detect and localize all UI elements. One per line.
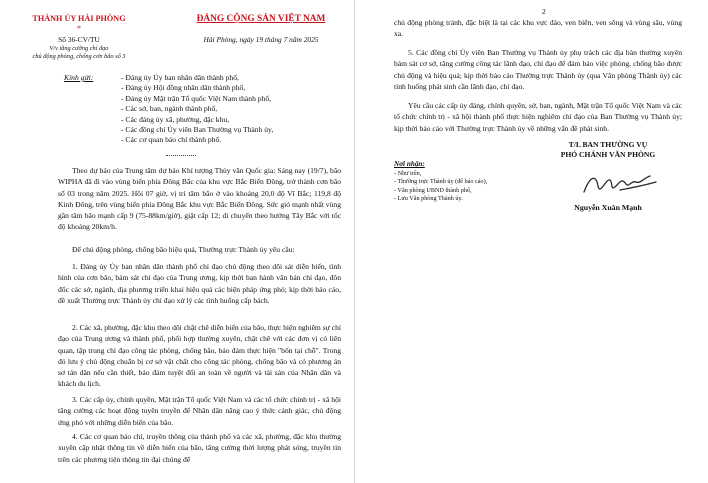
paragraph-forecast: Theo dự báo của Trung tâm dự báo Khí tượng Thủy văn Quốc gia: Sáng nay (19/7), bão WIPHA đã đi vào vùng biển phía Đông Bắc của khu vực Bắc Biển Đông, trở thành cơn bão số 03 trong năm 2025. Hồi 07 giờ, vị trí tâm bão ở vào khoảng 20,0 độ Vĩ Bắc; 119,8 độ Kinh Đông, trên vùng biển phía Đông Bắc khu vực Bắc Biển Đông. Sức gió mạnh nhất vùng gần tâm bão mạnh cấp 9 (75-88km/giờ), giật cấp 12; di chuyển theo hướng Tây Bắc với tốc độ khoảng 20km/h. — [58, 166, 341, 232]
handwritten-signature-icon — [580, 168, 660, 202]
recipient-item: - Các cơ quan báo chí thành phố. — [121, 135, 222, 145]
paragraph-item-5: 5. Các đồng chí Ủy viên Ban Thường vụ Thành ủy phụ trách các địa bàn thường xuyên bám sát cơ sở, tăng cường công tác lãnh đạo, chỉ đạo để đảm bảo việc phòng, chống bão được chủ động và hiệu quả; kịp thời báo cáo Thường trực Thành ủy (qua Văn phòng Thành ủy) các tình huống phát sinh cần lãnh đạo, chỉ đạo. — [394, 48, 682, 91]
paragraph-item-4: 4. Các cơ quan báo chí, truyền thông của thành phố và các xã, phường, đặc khu thường xuyên cập nhật thông tin về diễn biến của bão, tăng cường thời lượng phát sóng, truyền tin trên các phương tiện thông tin đại chúng để — [58, 432, 341, 464]
separator-dots — [166, 155, 196, 156]
header-star: * — [77, 24, 81, 33]
recipient-item: - Các sở, ban, ngành thành phố, — [121, 104, 218, 114]
paragraph-continuation: chủ động phòng tránh, đặc biệt là tại các khu vực đảo, ven biển, ven sông và vùng sâu, vùng xa. — [394, 18, 682, 39]
noi-nhan-list — [394, 170, 487, 204]
document-number: Số 36-CV/TU — [58, 35, 100, 44]
page-2 — [358, 2, 700, 480]
paragraph-item-3: 3. Các cấp ủy, chính quyền, Mặt trận Tổ quốc Việt Nam và các tổ chức chính trị - xã hội tăng cường các hoạt động tuyên truyền để Nhân dân nâng cao ý thức cảnh giác, chủ động ứng phó với những diễn biến của bão. — [58, 395, 341, 427]
paragraph-item-1: 1. Đảng ủy Ủy ban nhân dân thành phố chỉ đạo chủ động theo dõi sát diễn biến, tình hình của cơn bão, bám sát chỉ đạo của Trung ương, kịp thời ban hành văn bản chỉ đạo, đôn đốc các sở, ngành, địa phương triển khai hiệu quả các biện pháp ứng phó; kịp thời báo cáo, đề xuất Thường trực Thành ủy chỉ đạo xử lý các tình huống cấp bách. — [58, 262, 341, 305]
signer-title-1: T/L BAN THƯỜNG VỤ — [568, 140, 648, 149]
paragraph-closing: Yêu cầu các cấp ủy đảng, chính quyền, sở, ban, ngành, Mặt trận Tổ quốc Việt Nam và các tổ chức chính trị - xã hội thành phố thực hiện nghiêm chỉ đạo của Ban Thường vụ Thành ủy; kịp thời báo cáo với Thường trực Thành ủy về những vấn đề phát sinh. — [394, 101, 682, 133]
recipient-item: - Đảng ủy Hội đồng nhân dân thành phố, — [121, 83, 246, 93]
page-1 — [8, 2, 351, 480]
signer-title-2: PHÓ CHÁNH VĂN PHÒNG — [560, 150, 656, 159]
party-name-header: ĐẢNG CỘNG SẢN VIỆT NAM — [196, 14, 326, 24]
subject-line-2: chủ động phòng, chống cơn bão số 3 — [32, 53, 126, 60]
recipient-item: - Đảng ủy Ủy ban nhân dân thành phố, — [121, 73, 239, 82]
recipient-list — [121, 73, 273, 146]
page-gutter — [354, 0, 355, 483]
signer-name: Nguyễn Xuân Mạnh — [574, 203, 642, 212]
recipient-item: - Đảng ủy Mặt trận Tổ quốc Việt Nam thành phố, — [121, 93, 272, 103]
kinh-gui-label: Kính gửi: — [64, 73, 94, 82]
party-committee-header: THÀNH ỦY HẢI PHÒNG — [32, 14, 126, 23]
paragraph-request: Để chủ động phòng, chống bão hiệu quả, Thường trực Thành ủy yêu cầu: — [72, 245, 295, 254]
recipient-item: - Các đồng chí Ủy viên Ban Thường vụ Thành ủy, — [121, 125, 274, 135]
page-number: 2 — [542, 7, 546, 16]
noi-nhan-label: Nơi nhận: — [394, 160, 425, 168]
noi-nhan-item: - Như trên, — [394, 170, 422, 177]
noi-nhan-item: - Thường trực Thành ủy (để báo cáo), — [394, 178, 488, 186]
subject-line-1: V/v tăng cường chỉ đạo — [49, 45, 109, 52]
noi-nhan-item: - Lưu Văn phòng Thành ủy. — [394, 195, 463, 203]
recipient-item: - Các đảng ủy xã, phường, đặc khu, — [121, 114, 230, 124]
noi-nhan-item: - Văn phòng UBND thành phố, — [394, 186, 472, 194]
paragraph-item-2: 2. Các xã, phường, đặc khu theo dõi chặt chẽ diễn biến của bão, thực hiện nghiêm sự chỉ đạo của Trung ương và thành phố, phối hợp thường xuyên, chặt chẽ với các đơn vị có liên quan, tập trung chỉ đạo công tác phòng, chống bão, bảo đảm thực hiện "bốn tại chỗ". Trong đó lưu ý chủ động chuẩn bị cơ sở vật chất cho công tác phòng, chống bão và có phương án sơ tán dân nếu cần thiết, bảo đảm tuyệt đối an toàn về người và tài sản của Nhân dân và khách du lịch. — [58, 323, 341, 389]
place-and-date: Hải Phòng, ngày 19 tháng 7 năm 2025 — [203, 35, 319, 44]
